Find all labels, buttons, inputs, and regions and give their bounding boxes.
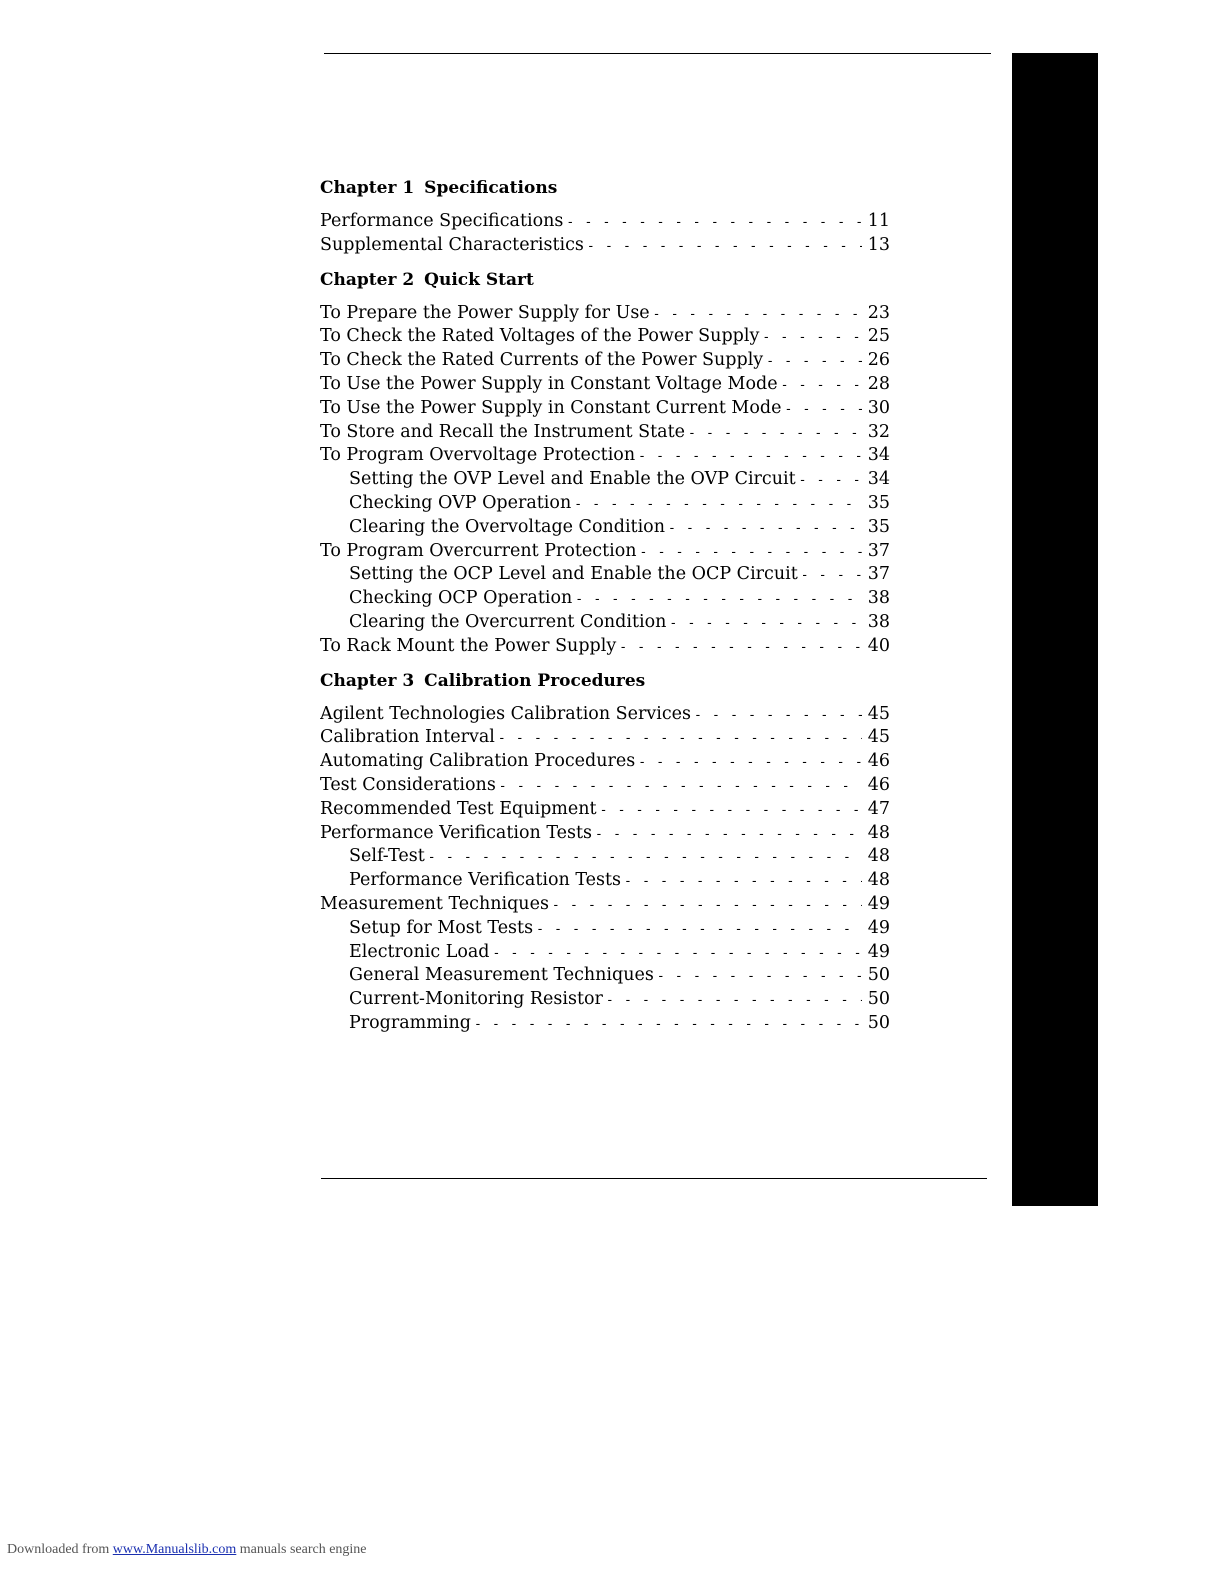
toc-subentry[interactable] <box>320 869 890 893</box>
toc-entry-page: 37 <box>867 540 890 561</box>
toc-entry-page: 48 <box>867 870 890 891</box>
toc-entry-title: To Prepare the Power Supply for Use <box>320 302 650 323</box>
chapter-heading <box>320 268 890 292</box>
toc-entry-page: 45 <box>867 703 890 724</box>
toc-entry-page: 50 <box>867 989 890 1010</box>
toc-entry-title: Automating Calibration Procedures <box>320 751 636 772</box>
toc-subentry[interactable] <box>320 611 890 635</box>
dot-leader <box>536 918 862 941</box>
toc-entry-page: 13 <box>867 234 890 255</box>
toc-subentry[interactable] <box>320 1012 890 1036</box>
toc-subentry[interactable] <box>320 468 890 492</box>
toc-entry-page: 26 <box>867 350 890 371</box>
footer-suffix: manuals search engine <box>239 1542 367 1557</box>
toc-subentry[interactable] <box>320 563 890 587</box>
chapter-heading <box>320 176 890 200</box>
dot-leader <box>638 751 862 774</box>
toc-subentry[interactable] <box>320 492 890 516</box>
dot-leader <box>474 1013 862 1036</box>
toc-entry-page: 48 <box>867 846 890 867</box>
dot-leader <box>657 965 862 988</box>
toc-entry-page: 28 <box>867 373 890 394</box>
toc-entry-page: 46 <box>867 774 890 795</box>
dot-leader <box>600 799 862 822</box>
dot-leader <box>595 823 862 846</box>
dot-leader <box>587 235 862 258</box>
toc-subentry[interactable] <box>320 845 890 869</box>
chapter-number: Chapter 2 <box>320 269 415 290</box>
toc-entry[interactable] <box>320 210 890 234</box>
chapter-title: Specifications <box>424 178 558 198</box>
dot-leader <box>499 775 862 798</box>
toc-entry[interactable] <box>320 635 890 659</box>
toc-entry-page: 49 <box>867 917 890 938</box>
dot-leader <box>606 989 862 1012</box>
toc-entry-page: 35 <box>867 492 890 513</box>
download-footer <box>7 1542 367 1558</box>
toc-entry-page: 35 <box>867 516 890 537</box>
toc-entry-page: 38 <box>867 588 890 609</box>
dot-leader <box>694 704 862 727</box>
toc-entry[interactable] <box>320 798 890 822</box>
footer-prefix: Downloaded from <box>7 1542 110 1557</box>
toc-entry-title: Checking OCP Operation <box>349 588 573 609</box>
dot-leader <box>493 942 863 965</box>
toc-entry-page: 30 <box>867 397 890 418</box>
toc-entry-page: 25 <box>867 326 890 347</box>
toc-entry[interactable] <box>320 373 890 397</box>
toc-entry-page: 46 <box>867 751 890 772</box>
manualslib-link[interactable]: www.Manualslib.com <box>112 1542 237 1557</box>
toc-entry-page: 32 <box>867 421 890 442</box>
dot-leader <box>640 541 862 564</box>
toc-entry[interactable] <box>320 822 890 846</box>
dot-leader <box>799 469 862 492</box>
dot-leader <box>566 211 862 234</box>
toc-entry-title: Programming <box>349 1012 471 1033</box>
toc-entry-page: 49 <box>867 893 890 914</box>
toc-entry[interactable] <box>320 234 890 258</box>
toc-entry[interactable] <box>320 421 890 445</box>
toc-entry-title: General Measurement Techniques <box>349 965 654 986</box>
toc-entry-page: 49 <box>867 941 890 962</box>
toc-entry-title: Clearing the Overvoltage Condition <box>349 516 665 537</box>
toc-entry-page: 47 <box>867 798 890 819</box>
toc-entry-title: To Store and Recall the Instrument State <box>320 421 685 442</box>
dot-leader <box>575 588 862 611</box>
top-rule <box>324 53 991 54</box>
toc-entry-title: Performance Verification Tests <box>349 870 622 891</box>
toc-entry-page: 50 <box>867 965 890 986</box>
dot-leader <box>801 564 862 587</box>
toc-entry-page: 50 <box>867 1012 890 1033</box>
chapter-title: Calibration Procedures <box>424 670 646 691</box>
dot-leader <box>653 303 862 326</box>
toc-subentry[interactable] <box>320 988 890 1012</box>
chapter-thumb-tab <box>1012 53 1098 1206</box>
toc-entry-title: Setting the OCP Level and Enable the OCP Circuit <box>349 564 798 585</box>
toc-entry-title: Performance Verification Tests <box>320 822 593 843</box>
toc-entry[interactable] <box>320 893 890 917</box>
toc-entry-page: 38 <box>867 611 890 632</box>
toc-entry[interactable] <box>320 726 890 750</box>
dot-leader <box>428 846 862 869</box>
dot-leader <box>624 870 862 893</box>
chapter-title: Quick Start <box>424 269 534 290</box>
dot-leader <box>762 326 862 349</box>
toc-entry-title: To Program Overcurrent Protection <box>320 540 637 561</box>
dot-leader <box>574 493 862 516</box>
toc-subentry[interactable] <box>320 917 890 941</box>
toc-entry-title: Current-Monitoring Resistor <box>349 989 603 1010</box>
toc-entry-title: Performance Specifications <box>320 211 564 231</box>
dot-leader <box>668 517 862 540</box>
toc-entry-page: 23 <box>867 302 890 323</box>
toc-entry-page: 34 <box>867 445 890 466</box>
toc-entry-title: Recommended Test Equipment <box>320 798 597 819</box>
toc-subentry[interactable] <box>320 587 890 611</box>
toc-entry[interactable] <box>320 774 890 798</box>
toc-subentry[interactable] <box>320 941 890 965</box>
toc-entry[interactable] <box>320 703 890 727</box>
table-of-contents <box>320 176 890 1036</box>
dot-leader <box>766 350 862 373</box>
toc-entry[interactable] <box>320 349 890 373</box>
toc-entry-page: 40 <box>867 635 890 656</box>
toc-entry-title: Test Considerations <box>320 774 496 795</box>
toc-entry[interactable] <box>320 750 890 774</box>
toc-entry-page: 11 <box>867 211 890 231</box>
toc-entry-page: 34 <box>867 469 890 490</box>
dot-leader <box>552 894 862 917</box>
toc-entry-title: Setup for Most Tests <box>349 917 534 938</box>
bottom-rule <box>321 1178 987 1179</box>
toc-subentry[interactable] <box>320 964 890 988</box>
toc-entry[interactable] <box>320 397 890 421</box>
toc-entry[interactable] <box>320 325 890 349</box>
toc-entry-title: Electronic Load <box>349 941 490 962</box>
toc-entry-title: Clearing the Overcurrent Condition <box>349 611 667 632</box>
toc-entry-page: 37 <box>867 564 890 585</box>
toc-entry-title: To Check the Rated Voltages of the Power Supply <box>320 326 760 347</box>
toc-entry-title: To Rack Mount the Power Supply <box>320 635 617 656</box>
toc-entry[interactable] <box>320 302 890 326</box>
toc-entry-title: Setting the OVP Level and Enable the OVP Circuit <box>349 469 796 490</box>
toc-entry-page: 48 <box>867 822 890 843</box>
dot-leader <box>638 445 862 468</box>
dot-leader <box>784 398 862 421</box>
dot-leader <box>669 612 862 635</box>
toc-entry-title: Supplemental Characteristics <box>320 234 584 255</box>
toc-entry[interactable] <box>320 444 890 468</box>
dot-leader <box>619 636 862 659</box>
toc-entry-title: Self-Test <box>349 846 425 867</box>
toc-entry[interactable] <box>320 540 890 564</box>
toc-entry-title: Agilent Technologies Calibration Services <box>320 703 691 724</box>
toc-entry-title: To Program Overvoltage Protection <box>320 445 636 466</box>
toc-entry-title: Checking OVP Operation <box>349 492 572 513</box>
toc-entry-title: To Use the Power Supply in Constant Current Mode <box>320 397 782 418</box>
dot-leader <box>498 727 862 750</box>
chapter-number: Chapter 3 <box>320 670 415 691</box>
toc-entry-title: Calibration Interval <box>320 727 495 748</box>
toc-subentry[interactable] <box>320 516 890 540</box>
toc-entry-title: To Use the Power Supply in Constant Voltage Mode <box>320 373 778 394</box>
dot-leader <box>688 422 862 445</box>
toc-entry-title: To Check the Rated Currents of the Power Supply <box>320 350 764 371</box>
chapter-heading <box>320 669 890 693</box>
dot-leader <box>781 374 862 397</box>
toc-entry-page: 45 <box>867 727 890 748</box>
toc-entry-title: Measurement Techniques <box>320 893 549 914</box>
chapter-number: Chapter 1 <box>320 178 415 198</box>
